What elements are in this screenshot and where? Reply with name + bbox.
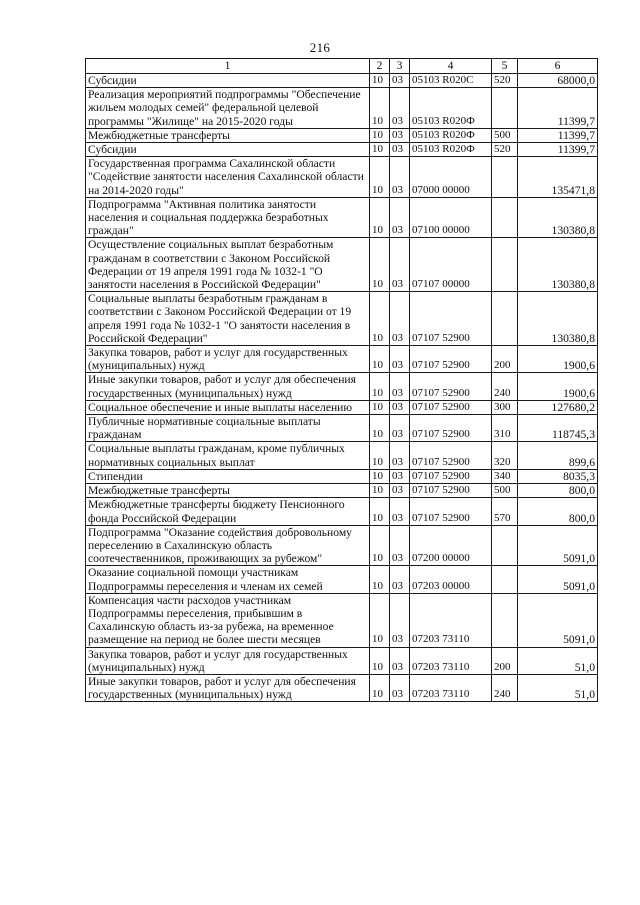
row-name-cell: Государственная программа Сахалинской области "Содействие занятости населения Сахалинской области на 2014-2020 годы" [86,157,370,198]
row-name-cell: Социальное обеспечение и иные выплаты населению [86,400,370,414]
row-subsection-cell: 03 [390,484,410,498]
row-target-article-cell: 07107 52900 [410,442,492,469]
row-expense-type-cell: 340 [492,469,518,483]
table-row [86,157,598,198]
row-subsection-cell: 03 [390,143,410,157]
column-header-section: 2 [370,59,390,74]
row-amount-cell: 11399,7 [518,128,598,142]
row-name-cell: Иные закупки товаров, работ и услуг для обеспечения государственных (муниципальных) нужд [86,373,370,400]
table-row [86,88,598,129]
row-amount-cell: 800,0 [518,498,598,525]
row-target-article-cell: 07107 52900 [410,484,492,498]
row-expense-type-cell: 570 [492,498,518,525]
row-expense-type-cell: 500 [492,128,518,142]
row-subsection-cell: 03 [390,400,410,414]
row-section-cell: 10 [370,415,390,442]
row-section-cell: 10 [370,238,390,292]
table-row [86,238,598,292]
table-row [86,373,598,400]
row-amount-cell: 800,0 [518,484,598,498]
row-section-cell: 10 [370,88,390,129]
table-body [86,74,598,702]
table-row [86,566,598,593]
row-name-cell: Закупка товаров, работ и услуг для государственных (муниципальных) нужд [86,647,370,674]
table-row [86,143,598,157]
row-section-cell: 10 [370,292,390,346]
row-subsection-cell: 03 [390,292,410,346]
row-subsection-cell: 03 [390,647,410,674]
table-row [86,292,598,346]
row-section-cell: 10 [370,143,390,157]
row-name-cell: Стипендии [86,469,370,483]
row-subsection-cell: 03 [390,415,410,442]
row-subsection-cell: 03 [390,566,410,593]
row-name-cell: Иные закупки товаров, работ и услуг для обеспечения государственных (муниципальных) нужд [86,674,370,701]
row-subsection-cell: 03 [390,157,410,198]
row-amount-cell: 5091,0 [518,566,598,593]
row-target-article-cell: 07000 00000 [410,157,492,198]
row-name-cell: Субсидии [86,143,370,157]
row-amount-cell: 130380,8 [518,197,598,238]
row-section-cell: 10 [370,469,390,483]
row-amount-cell: 11399,7 [518,88,598,129]
row-target-article-cell: 05103 R020Ф [410,143,492,157]
row-expense-type-cell [492,197,518,238]
row-target-article-cell: 07107 52900 [410,498,492,525]
table-row [86,469,598,483]
row-section-cell: 10 [370,566,390,593]
row-subsection-cell: 03 [390,498,410,525]
row-amount-cell: 135471,8 [518,157,598,198]
row-amount-cell: 8035,3 [518,469,598,483]
row-section-cell: 10 [370,74,390,88]
row-amount-cell: 51,0 [518,647,598,674]
row-expense-type-cell: 520 [492,74,518,88]
row-section-cell: 10 [370,484,390,498]
table-header-row [86,59,598,74]
row-section-cell: 10 [370,400,390,414]
row-target-article-cell: 07203 00000 [410,566,492,593]
table-row [86,346,598,373]
row-amount-cell: 1900,6 [518,373,598,400]
row-name-cell: Закупка товаров, работ и услуг для государственных (муниципальных) нужд [86,346,370,373]
row-name-cell: Осуществление социальных выплат безработным гражданам в соответствии с Законом Российской Федерации от 19 апреля 1991 года № 1032-1 "О занятости населения в Российской Федерации" [86,238,370,292]
row-target-article-cell: 05103 R020Ф [410,128,492,142]
row-name-cell: Субсидии [86,74,370,88]
row-expense-type-cell [492,566,518,593]
table-row [86,498,598,525]
row-name-cell: Оказание социальной помощи участникам Подпрограммы переселения и членам их семей [86,566,370,593]
row-name-cell: Межбюджетные трансферты [86,484,370,498]
row-expense-type-cell: 300 [492,400,518,414]
table-row [86,484,598,498]
row-subsection-cell: 03 [390,674,410,701]
row-name-cell: Компенсация части расходов участникам Подпрограммы переселения, прибывшим в Сахалинскую область из-за рубежа, на временное размещение на период не более шести месяцев [86,593,370,647]
column-header-expense-type: 5 [492,59,518,74]
row-amount-cell: 118745,3 [518,415,598,442]
row-target-article-cell: 07107 00000 [410,238,492,292]
table-row [86,525,598,566]
row-subsection-cell: 03 [390,238,410,292]
page-number: 216 [309,40,331,55]
row-amount-cell: 899,6 [518,442,598,469]
row-name-cell: Реализация мероприятий подпрограммы "Обеспечение жильем молодых семей" федеральной целевой программы "Жилище" на 2015-2020 годы [86,88,370,129]
row-target-article-cell: 07107 52900 [410,469,492,483]
row-section-cell: 10 [370,346,390,373]
row-expense-type-cell [492,238,518,292]
column-header-name: 1 [86,59,370,74]
row-expense-type-cell [492,292,518,346]
row-target-article-cell: 07203 73110 [410,593,492,647]
column-header-amount: 6 [518,59,598,74]
row-expense-type-cell [492,525,518,566]
column-header-target-article: 4 [410,59,492,74]
row-target-article-cell: 07107 52900 [410,373,492,400]
row-amount-cell: 130380,8 [518,292,598,346]
row-name-cell: Социальные выплаты гражданам, кроме публичных нормативных социальных выплат [86,442,370,469]
table-row [86,674,598,701]
table-row [86,442,598,469]
row-expense-type-cell: 500 [492,484,518,498]
row-expense-type-cell [492,157,518,198]
row-section-cell: 10 [370,525,390,566]
row-name-cell: Социальные выплаты безработным гражданам в соответствии с Законом Российской Федерации от 19 апреля 1991 года № 1032-1 "О занятости населения в Российской Федерации" [86,292,370,346]
row-expense-type-cell: 200 [492,346,518,373]
row-section-cell: 10 [370,498,390,525]
row-target-article-cell: 07107 52900 [410,400,492,414]
row-name-cell: Подпрограмма "Оказание содействия добровольному переселению в Сахалинскую область соотечественников, проживающих за рубежом" [86,525,370,566]
row-expense-type-cell [492,593,518,647]
row-amount-cell: 1900,6 [518,346,598,373]
row-section-cell: 10 [370,157,390,198]
row-expense-type-cell: 320 [492,442,518,469]
row-target-article-cell: 05103 R020С [410,74,492,88]
row-section-cell: 10 [370,593,390,647]
table-row [86,74,598,88]
row-subsection-cell: 03 [390,74,410,88]
row-subsection-cell: 03 [390,88,410,129]
row-target-article-cell: 07107 52900 [410,346,492,373]
table-row [86,197,598,238]
row-section-cell: 10 [370,647,390,674]
row-name-cell: Межбюджетные трансферты [86,128,370,142]
row-target-article-cell: 07203 73110 [410,674,492,701]
row-subsection-cell: 03 [390,469,410,483]
row-expense-type-cell: 240 [492,674,518,701]
row-expense-type-cell: 520 [492,143,518,157]
row-expense-type-cell: 240 [492,373,518,400]
row-expense-type-cell [492,88,518,129]
row-section-cell: 10 [370,373,390,400]
table-row [86,593,598,647]
row-subsection-cell: 03 [390,525,410,566]
row-amount-cell: 51,0 [518,674,598,701]
row-section-cell: 10 [370,197,390,238]
row-target-article-cell: 07203 73110 [410,647,492,674]
row-amount-cell: 130380,8 [518,238,598,292]
column-header-subsection: 3 [390,59,410,74]
row-subsection-cell: 03 [390,197,410,238]
row-target-article-cell: 07107 52900 [410,292,492,346]
row-section-cell: 10 [370,442,390,469]
row-target-article-cell: 05103 R020Ф [410,88,492,129]
row-section-cell: 10 [370,128,390,142]
row-expense-type-cell: 310 [492,415,518,442]
row-amount-cell: 5091,0 [518,593,598,647]
row-name-cell: Публичные нормативные социальные выплаты гражданам [86,415,370,442]
row-amount-cell: 127680,2 [518,400,598,414]
table-row [86,415,598,442]
row-expense-type-cell: 200 [492,647,518,674]
row-name-cell: Подпрограмма "Активная политика занятости населения и социальная поддержка безработных граждан" [86,197,370,238]
row-section-cell: 10 [370,674,390,701]
row-target-article-cell: 07107 52900 [410,415,492,442]
row-subsection-cell: 03 [390,373,410,400]
row-subsection-cell: 03 [390,346,410,373]
table-row [86,647,598,674]
row-target-article-cell: 07200 00000 [410,525,492,566]
table-row [86,400,598,414]
row-subsection-cell: 03 [390,593,410,647]
row-subsection-cell: 03 [390,442,410,469]
row-amount-cell: 68000,0 [518,74,598,88]
row-subsection-cell: 03 [390,128,410,142]
budget-table [85,58,598,702]
row-amount-cell: 11399,7 [518,143,598,157]
row-amount-cell: 5091,0 [518,525,598,566]
row-name-cell: Межбюджетные трансферты бюджету Пенсионного фонда Российской Федерации [86,498,370,525]
table-row [86,128,598,142]
row-target-article-cell: 07100 00000 [410,197,492,238]
